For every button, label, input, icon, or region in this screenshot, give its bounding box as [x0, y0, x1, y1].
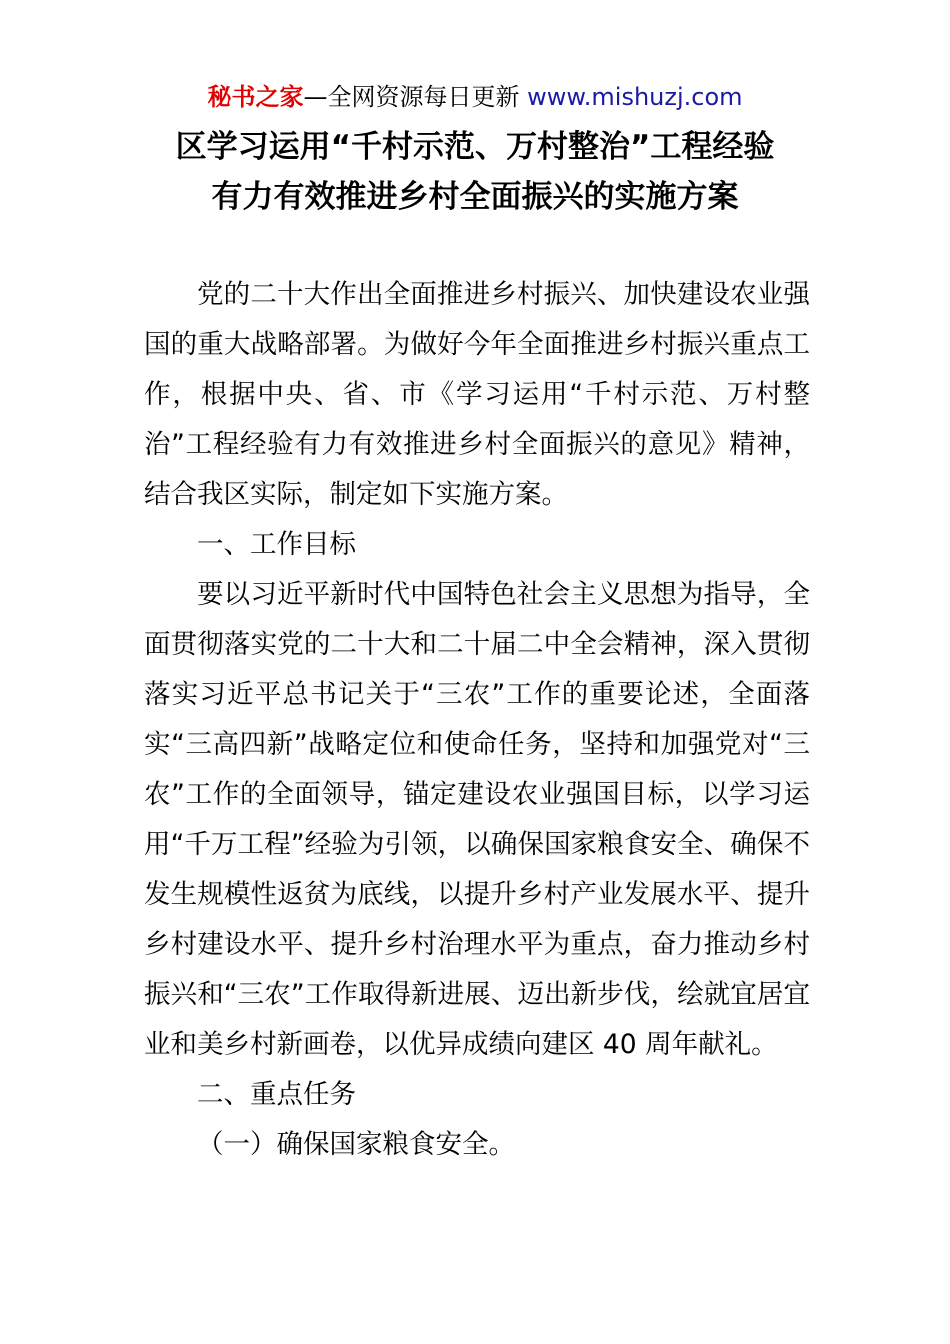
header-tagline: —全网资源每日更新 [303, 83, 528, 111]
document-body [144, 270, 810, 1170]
subsection-heading-food-security: （一）确保国家粮食安全。 [197, 1129, 515, 1160]
brand-name: 秘书之家 [207, 83, 304, 111]
section-heading-tasks: 二、重点任务 [197, 1079, 356, 1110]
section-heading-goals: 一、工作目标 [197, 529, 356, 560]
goals-paragraph: 要以习近平新时代中国特色社会主义思想为指导，全面贯彻落实党的二十大和二十届二中全会精神，深入贯彻落实习近平总书记关于“三农”工作的重要论述，全面落实“三高四新”战略定位和使命任务，坚持和加强党对“三农”工作的全面领导，锚定建设农业强国目标，以学习运用“千万工程”经验为引领，以确保国家粮食安全、确保不发生规模性返贫为底线，以提升乡村产业发展水平、提升乡村建设水平、提升乡村治理水平为重点，奋力推动乡村振兴和“三农”工作取得新进展、迈出新步伐，绘就宜居宜业和美乡村新画卷，以优异成绩向建区 40 周年献礼。 [144, 579, 810, 1060]
site-url-link[interactable]: www.mishuzj.com [527, 83, 743, 111]
document-title-line-1: 区学习运用“千村示范、万村整治”工程经验 [175, 129, 775, 165]
intro-paragraph: 党的二十大作出全面推进乡村振兴、加快建设农业强国的重大战略部署。为做好今年全面推进乡村振兴重点工作，根据中央、省、市《学习运用“千村示范、万村整治”工程经验有力有效推进乡村全面振兴的意见》精神，结合我区实际，制定如下实施方案。 [144, 279, 810, 510]
document-title-line-2: 有力有效推进乡村全面振兴的实施方案 [211, 179, 739, 215]
site-header [0, 80, 950, 114]
